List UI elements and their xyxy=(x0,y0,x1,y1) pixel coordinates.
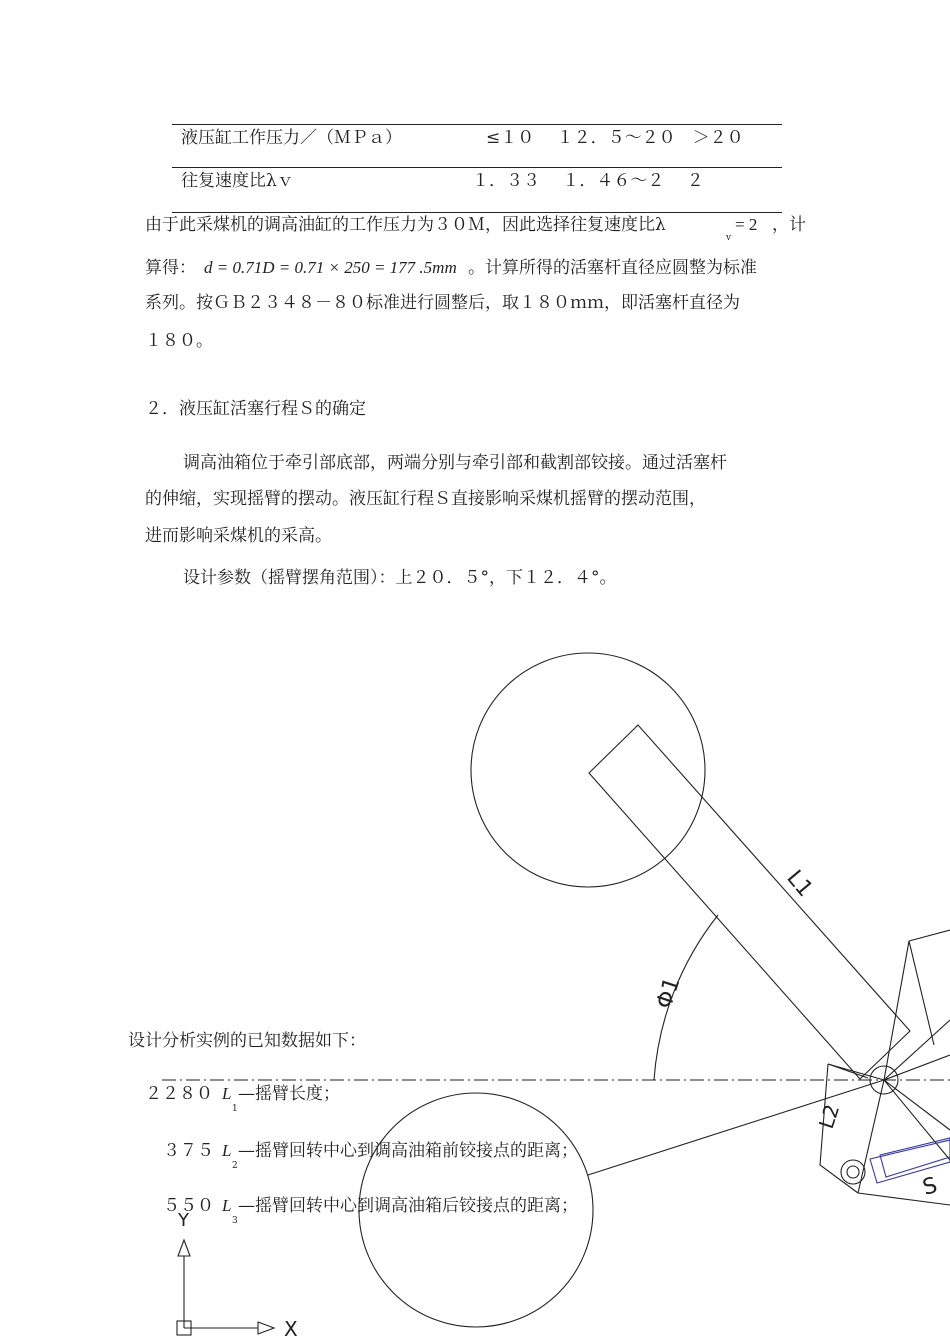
para2-line3: 进而影响采煤机的采高。 xyxy=(145,526,332,546)
table-row1-value: ≤１０ １２．５～２０ ＞２０ xyxy=(486,128,744,148)
para1-line3: 系列。按ＧＢ２３４８－８０标准进行圆整后，取１８０ｍｍ，即活塞杆直径为 xyxy=(145,293,740,313)
para2-line1: 调高油箱位于牵引部底部，两端分别与牵引部和截割部铰接。通过活塞杆 xyxy=(183,453,727,473)
para1-line4: １８０。 xyxy=(145,331,213,351)
axis-y-label: Y xyxy=(178,1210,189,1231)
label-L2: L2 xyxy=(813,1101,845,1132)
label-phi1: Φ1 xyxy=(651,974,686,1012)
known-item-3-symbol: L xyxy=(222,1196,232,1215)
para1-line1-end: ，计 xyxy=(772,215,806,235)
known-item-2-prefix: ３７５ xyxy=(163,1141,214,1161)
table-row1-label: 液压缸工作压力／（ＭＰａ） xyxy=(181,128,402,148)
section-heading: ２．液压缸活塞行程Ｓ的确定 xyxy=(145,399,366,419)
para1-formula: d = 0.71D = 0.71 × 250 = 177 .5mm xyxy=(204,258,457,277)
para1-line2-prefix: 算得： xyxy=(145,258,196,278)
known-item-3-prefix: ５５０ xyxy=(163,1196,214,1216)
known-item-2-sub: 2 xyxy=(232,1161,238,1171)
para1-line2-suffix: 。计算所得的活塞杆直径应圆整为标准 xyxy=(468,258,757,278)
label-S: S xyxy=(920,1173,941,1201)
para1-line1: 由于此采煤机的调高油缸的工作压力为３０Ｍ，因此选择往复速度比λ xyxy=(145,215,666,235)
axis-x-label: X xyxy=(284,1317,298,1341)
upper-drum-circle xyxy=(471,653,705,887)
lambda-subscript-v: v xyxy=(726,233,732,243)
known-data-title: 设计分析实例的已知数据如下： xyxy=(128,1031,366,1051)
para1-lambda-eq: = 2 xyxy=(735,215,758,234)
lower-hinge-inner xyxy=(847,1166,859,1178)
table-row2-label: 往复速度比λｖ xyxy=(181,171,294,191)
para2-line4: 设计参数（摇臂摆角范围）：上２０．５°，下１２．４°。 xyxy=(183,568,617,588)
known-item-3-sub: 3 xyxy=(232,1216,238,1226)
arm-rectangle xyxy=(589,725,910,1079)
known-item-2-symbol: L xyxy=(222,1141,232,1160)
para2-line2: 的伸缩，实现摇臂的摆动。液压缸行程Ｓ直接影响采煤机摇臂的摆动范围， xyxy=(145,489,706,509)
lower-hinge-outer xyxy=(841,1160,865,1184)
right-housing xyxy=(909,930,950,941)
lower-arm-line xyxy=(588,1080,884,1175)
label-L1: L1 xyxy=(781,865,818,902)
table-row2-value: １．３３ １．４６～２ ２ xyxy=(472,171,704,191)
known-item-1-sub: 1 xyxy=(232,1104,238,1114)
known-item-3-text: —摇臂回转中心到调高油箱后铰接点的距离； xyxy=(238,1196,578,1216)
known-item-1-text: —摇臂长度； xyxy=(238,1084,340,1104)
known-item-2-text: —摇臂回转中心到调高油箱前铰接点的距离； xyxy=(238,1141,578,1161)
known-item-1-prefix: ２２８０ xyxy=(145,1084,213,1104)
ucs-axis-icon xyxy=(177,1240,274,1335)
known-item-1-symbol: L xyxy=(222,1084,232,1103)
